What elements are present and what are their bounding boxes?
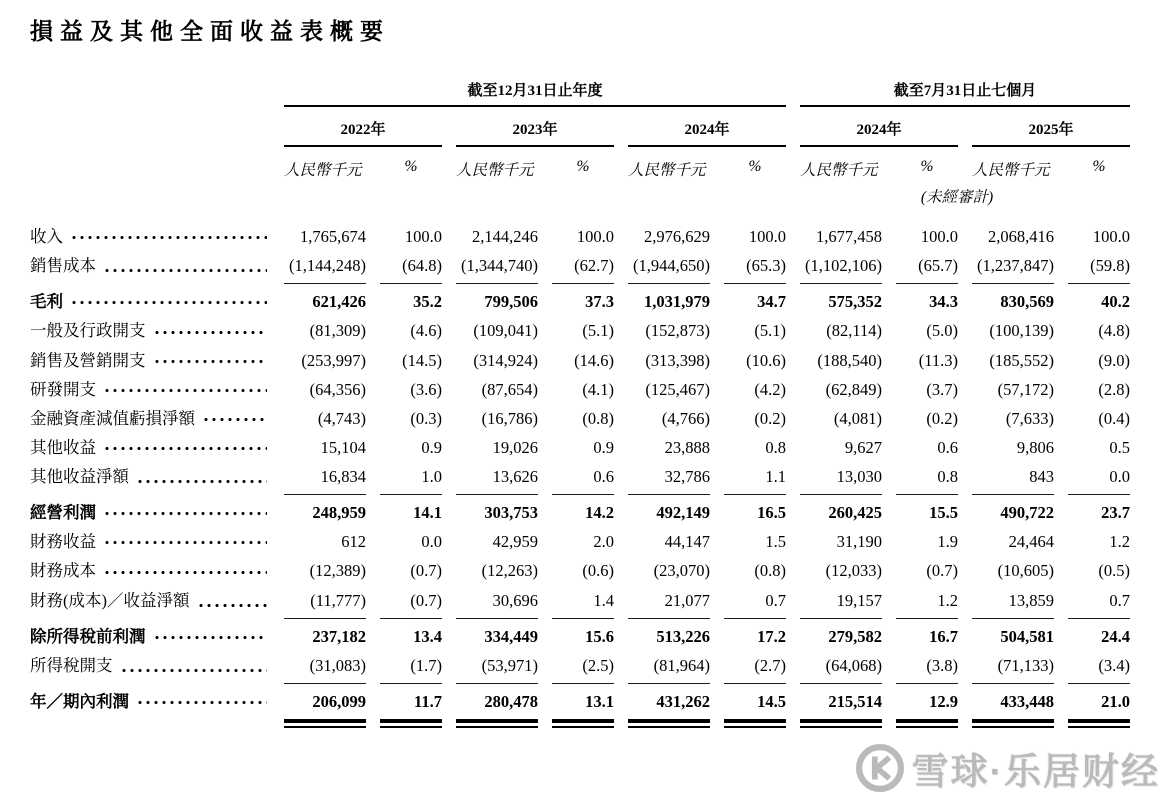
row-label-cell (30, 404, 270, 433)
percent-cell: (2.7) (724, 651, 786, 684)
dot-leader (153, 330, 268, 335)
table-row (30, 346, 1130, 375)
row-label: 所得稅開支 (30, 655, 113, 675)
row-label-cell (30, 433, 270, 462)
amount-cell: 9,627 (844, 437, 882, 457)
percent-cell: 1.1 (724, 462, 786, 495)
double-rule (628, 719, 710, 728)
percent-cell: (14.5) (402, 350, 442, 370)
percent-cell: (0.6) (582, 561, 614, 581)
row-label-cell (30, 346, 270, 375)
amount-cell: (64,068) (800, 651, 882, 684)
percent-cell: (4.8) (1098, 321, 1130, 341)
dot-leader (103, 540, 267, 545)
year-header-2024: 2024年 (628, 118, 786, 147)
amount-cell: 15,104 (320, 437, 366, 457)
column-group-annual: 截至12月31日止年度 (284, 79, 786, 107)
row-label-cell (30, 651, 270, 684)
percent-cell: 1.4 (552, 586, 614, 619)
table-row (30, 433, 1130, 462)
amount-cell: (82,114) (826, 321, 882, 341)
unaudited-note: (未經審計) (920, 189, 994, 206)
table-header-note (30, 185, 1130, 207)
percent-cell: (9.0) (1098, 350, 1130, 370)
percent-cell: (4.2) (754, 379, 786, 399)
percent-label: % (748, 158, 762, 175)
amount-cell: (253,997) (301, 350, 366, 370)
xueqiu-logo-icon (855, 743, 905, 793)
row-label: 金融資產減值虧損淨額 (30, 408, 195, 428)
amount-cell: 612 (341, 532, 366, 552)
percent-cell: 15.5 (929, 503, 958, 523)
percent-cell: (3.6) (410, 379, 442, 399)
percent-label: % (1092, 158, 1106, 175)
percent-cell: (4.1) (582, 379, 614, 399)
amount-cell: 248,959 (312, 503, 366, 523)
row-label: 毛利 (30, 292, 63, 312)
percent-cell: 0.5 (1109, 437, 1130, 457)
row-label-cell (30, 684, 270, 716)
percent-cell: (0.7) (926, 561, 958, 581)
amount-cell: 260,425 (828, 503, 882, 523)
percent-cell: 100.0 (404, 227, 442, 246)
row-label-cell (30, 251, 270, 284)
amount-cell: 13,859 (972, 586, 1054, 619)
table-row (30, 556, 1130, 585)
percent-cell: (2.5) (552, 651, 614, 684)
table-row (30, 684, 1130, 716)
amount-cell: 23,888 (664, 437, 710, 457)
amount-cell: (4,743) (317, 408, 366, 428)
double-rule-row (30, 719, 1130, 728)
percent-cell: 16.5 (757, 503, 786, 523)
amount-cell: (1,944,650) (628, 251, 710, 284)
percent-cell: 1.2 (1109, 532, 1130, 552)
double-rule (380, 719, 442, 728)
watermark (855, 741, 1160, 795)
row-label: 其他收益 (30, 437, 96, 457)
percent-label: % (404, 158, 418, 175)
amount-cell: (12,389) (309, 561, 366, 581)
table-row (30, 316, 1130, 345)
amount-cell: (81,964) (628, 651, 710, 684)
percent-cell: 16.7 (929, 626, 958, 646)
percent-cell: 100.0 (1092, 227, 1130, 246)
percent-cell: 21.0 (1101, 691, 1130, 711)
double-rule (724, 719, 786, 728)
amount-cell: 13,030 (800, 462, 882, 495)
dot-leader (202, 417, 267, 422)
amount-cell: 303,753 (484, 503, 538, 523)
amount-cell: 431,262 (656, 691, 710, 711)
percent-cell: 17.2 (757, 626, 786, 646)
amount-cell: (7,633) (1005, 408, 1054, 428)
double-rule (284, 719, 366, 728)
percent-cell: (0.8) (582, 408, 614, 428)
percent-cell: 15.6 (585, 626, 614, 646)
amount-cell: (314,924) (473, 350, 538, 370)
amount-cell: 206,099 (312, 691, 366, 711)
year-header-2023: 2023年 (456, 118, 614, 147)
percent-cell: 0.7 (1068, 586, 1130, 619)
percent-cell: 0.6 (552, 462, 614, 495)
table-row (30, 619, 1130, 651)
amount-cell: 513,226 (656, 626, 710, 646)
percent-cell: 0.0 (421, 532, 442, 552)
percent-cell: 24.4 (1101, 626, 1130, 646)
dot-leader (103, 446, 267, 451)
double-rule (972, 719, 1054, 728)
year-header-2024-7m: 2024年 (800, 118, 958, 147)
dot-leader (103, 388, 267, 393)
percent-cell: 100.0 (920, 227, 958, 246)
percent-cell: (0.2) (754, 408, 786, 428)
table-body (30, 222, 1130, 728)
percent-cell: (4.6) (410, 321, 442, 341)
dot-leader (136, 700, 267, 705)
amount-cell: (62,849) (825, 379, 882, 399)
amount-cell: (100,139) (989, 321, 1054, 341)
row-label: 年／期內利潤 (30, 691, 129, 711)
amount-cell: 2,144,246 (472, 227, 538, 246)
percent-cell: (0.3) (410, 408, 442, 428)
amount-cell: 215,514 (828, 691, 882, 711)
amount-cell: 799,506 (484, 292, 538, 312)
table-row (30, 404, 1130, 433)
amount-cell: 19,026 (492, 437, 538, 457)
amount-cell: (109,041) (473, 321, 538, 341)
double-rule (1068, 719, 1130, 728)
row-label: 研發開支 (30, 379, 96, 399)
page-title: 損益及其他全面收益表概要 (30, 19, 390, 44)
amount-cell: (81,309) (309, 321, 366, 341)
percent-cell: 14.2 (585, 503, 614, 523)
percent-label: % (920, 158, 934, 175)
percent-cell: 0.9 (593, 437, 614, 457)
percent-cell: (3.7) (926, 379, 958, 399)
percent-cell: 34.3 (929, 292, 958, 312)
row-label-cell (30, 556, 270, 585)
row-label-cell (30, 462, 270, 495)
amount-cell: 279,582 (828, 626, 882, 646)
percent-cell: 13.4 (413, 626, 442, 646)
percent-cell: (10.6) (746, 350, 786, 370)
watermark-text: 雪球·乐居财经 (911, 751, 1160, 792)
row-label: 財務收益 (30, 532, 96, 552)
amount-cell: 21,077 (628, 586, 710, 619)
row-label: 經營利潤 (30, 503, 96, 523)
table-header-groups (30, 79, 1130, 107)
percent-cell: (2.8) (1098, 379, 1130, 399)
amount-cell: 13,626 (456, 462, 538, 495)
percent-cell: (5.1) (754, 321, 786, 341)
row-label: 收入 (30, 227, 63, 246)
year-header-2022: 2022年 (284, 118, 442, 147)
row-label-cell (30, 375, 270, 404)
percent-cell: (0.4) (1098, 408, 1130, 428)
percent-cell: (0.8) (754, 561, 786, 581)
percent-cell: 0.8 (765, 437, 786, 457)
amount-cell: 31,190 (836, 532, 882, 552)
amount-cell: 9,806 (1016, 437, 1054, 457)
dot-leader (197, 603, 268, 608)
table-header-years (30, 118, 1130, 147)
percent-cell: 40.2 (1101, 292, 1130, 312)
percent-cell: (3.8) (896, 651, 958, 684)
percent-cell: (5.0) (926, 321, 958, 341)
row-label-cell (30, 284, 270, 316)
percent-label: % (576, 158, 590, 175)
amount-cell: (1,237,847) (972, 251, 1054, 284)
column-group-seven-months: 截至7月31日止七個月 (800, 79, 1130, 107)
double-rule (896, 719, 958, 728)
table-row (30, 527, 1130, 556)
percent-cell: 23.7 (1101, 503, 1130, 523)
amount-cell: (12,263) (481, 561, 538, 581)
percent-cell: (3.4) (1068, 651, 1130, 684)
dot-leader (136, 479, 267, 484)
percent-cell: (59.8) (1068, 251, 1130, 284)
table-row (30, 586, 1130, 619)
amount-cell: (4,081) (833, 408, 882, 428)
percent-cell: 1.9 (937, 532, 958, 552)
unit-label: 人民幣千元 (800, 162, 878, 179)
percent-cell: (0.7) (410, 561, 442, 581)
table-row (30, 251, 1130, 284)
percent-cell: (64.8) (380, 251, 442, 284)
amount-cell: (10,605) (997, 561, 1054, 581)
double-rule (456, 719, 538, 728)
amount-cell: (12,033) (825, 561, 882, 581)
unit-label: 人民幣千元 (628, 162, 706, 179)
amount-cell: 492,149 (656, 503, 710, 523)
amount-cell: (53,971) (456, 651, 538, 684)
row-label-cell (30, 222, 270, 251)
row-label-cell (30, 316, 270, 345)
amount-cell: (31,083) (284, 651, 366, 684)
double-rule (800, 719, 882, 728)
percent-cell: 13.1 (585, 691, 614, 711)
amount-cell: (71,133) (972, 651, 1054, 684)
percent-cell: (0.7) (380, 586, 442, 619)
income-statement-table (30, 79, 1130, 728)
amount-cell: 19,157 (800, 586, 882, 619)
table-row (30, 284, 1130, 316)
amount-cell: 44,147 (664, 532, 710, 552)
percent-cell: 34.7 (757, 292, 786, 312)
amount-cell: (16,786) (481, 408, 538, 428)
row-label: 銷售及營銷開支 (30, 350, 146, 370)
row-label: 財務成本 (30, 561, 96, 581)
percent-cell: (0.2) (926, 408, 958, 428)
amount-cell: 30,696 (456, 586, 538, 619)
amount-cell: (152,873) (645, 321, 710, 341)
percent-cell: 37.3 (585, 292, 614, 312)
percent-cell: (65.3) (724, 251, 786, 284)
unit-label: 人民幣千元 (284, 162, 362, 179)
amount-cell: 504,581 (1000, 626, 1054, 646)
percent-cell: (65.7) (896, 251, 958, 284)
percent-cell: 0.9 (421, 437, 442, 457)
amount-cell: 42,959 (492, 532, 538, 552)
percent-cell: (62.7) (552, 251, 614, 284)
table-row (30, 651, 1130, 684)
percent-cell: 0.7 (724, 586, 786, 619)
amount-cell: 575,352 (828, 292, 882, 312)
unit-label: 人民幣千元 (972, 162, 1050, 179)
dot-leader (103, 570, 267, 575)
amount-cell: (64,356) (309, 379, 366, 399)
percent-cell: 1.5 (765, 532, 786, 552)
amount-cell: 237,182 (312, 626, 366, 646)
percent-cell: 100.0 (576, 227, 614, 246)
percent-cell: 2.0 (593, 532, 614, 552)
amount-cell: 2,068,416 (988, 227, 1054, 246)
row-label: 其他收益淨額 (30, 467, 129, 486)
amount-cell: 433,448 (1000, 691, 1054, 711)
amount-cell: (313,398) (645, 350, 710, 370)
row-label-cell (30, 619, 270, 651)
amount-cell: (4,766) (661, 408, 710, 428)
amount-cell: (188,540) (817, 350, 882, 370)
amount-cell: (87,654) (481, 379, 538, 399)
percent-cell: 0.0 (1068, 462, 1130, 495)
amount-cell: (57,172) (997, 379, 1054, 399)
amount-cell: 16,834 (284, 462, 366, 495)
year-header-2025-7m: 2025年 (972, 118, 1130, 147)
table-row (30, 462, 1130, 495)
amount-cell: 621,426 (312, 292, 366, 312)
percent-cell: (5.1) (582, 321, 614, 341)
percent-cell: 12.9 (929, 691, 958, 711)
amount-cell: 830,569 (1000, 292, 1054, 312)
amount-cell: (1,102,106) (800, 251, 882, 284)
percent-cell: 1.2 (896, 586, 958, 619)
table-row (30, 222, 1130, 251)
dot-leader (153, 635, 268, 640)
dot-leader (153, 359, 268, 364)
amount-cell: (11,777) (284, 586, 366, 619)
amount-cell: (1,344,740) (456, 251, 538, 284)
amount-cell: 2,976,629 (644, 227, 710, 246)
row-label-cell (30, 586, 270, 619)
percent-cell: (11.3) (918, 350, 958, 370)
percent-cell: 100.0 (748, 227, 786, 246)
percent-cell: (14.6) (574, 350, 614, 370)
amount-cell: 1,765,674 (300, 227, 366, 246)
dot-leader (70, 300, 267, 305)
table-row (30, 495, 1130, 527)
amount-cell: (185,552) (989, 350, 1054, 370)
amount-cell: 24,464 (1008, 532, 1054, 552)
dot-leader (103, 268, 267, 273)
amount-cell: 280,478 (484, 691, 538, 711)
row-label: 財務(成本)／收益淨額 (30, 590, 190, 610)
percent-cell: 14.1 (413, 503, 442, 523)
amount-cell: 1,031,979 (644, 292, 710, 312)
dot-leader (103, 511, 267, 516)
percent-cell: 14.5 (757, 691, 786, 711)
row-label: 銷售成本 (30, 256, 96, 276)
amount-cell: (1,144,248) (284, 251, 366, 284)
row-label: 一般及行政開支 (30, 321, 146, 341)
row-label-cell (30, 527, 270, 556)
percent-cell: (0.5) (1098, 561, 1130, 581)
amount-cell: 843 (972, 462, 1054, 495)
dot-leader (70, 235, 267, 240)
percent-cell: 11.7 (414, 691, 442, 711)
table-header-units (30, 158, 1130, 180)
percent-cell: 0.8 (896, 462, 958, 495)
row-label: 除所得稅前利潤 (30, 626, 146, 646)
percent-cell: 0.6 (937, 437, 958, 457)
percent-cell: 35.2 (413, 292, 442, 312)
table-row (30, 375, 1130, 404)
double-rule (552, 719, 614, 728)
row-label-cell (30, 495, 270, 527)
amount-cell: 1,677,458 (816, 227, 882, 246)
dot-leader (120, 668, 268, 673)
amount-cell: (125,467) (645, 379, 710, 399)
amount-cell: 32,786 (628, 462, 710, 495)
unit-label: 人民幣千元 (456, 162, 534, 179)
percent-cell: (1.7) (380, 651, 442, 684)
amount-cell: 490,722 (1000, 503, 1054, 523)
amount-cell: (23,070) (653, 561, 710, 581)
amount-cell: 334,449 (484, 626, 538, 646)
percent-cell: 1.0 (380, 462, 442, 495)
